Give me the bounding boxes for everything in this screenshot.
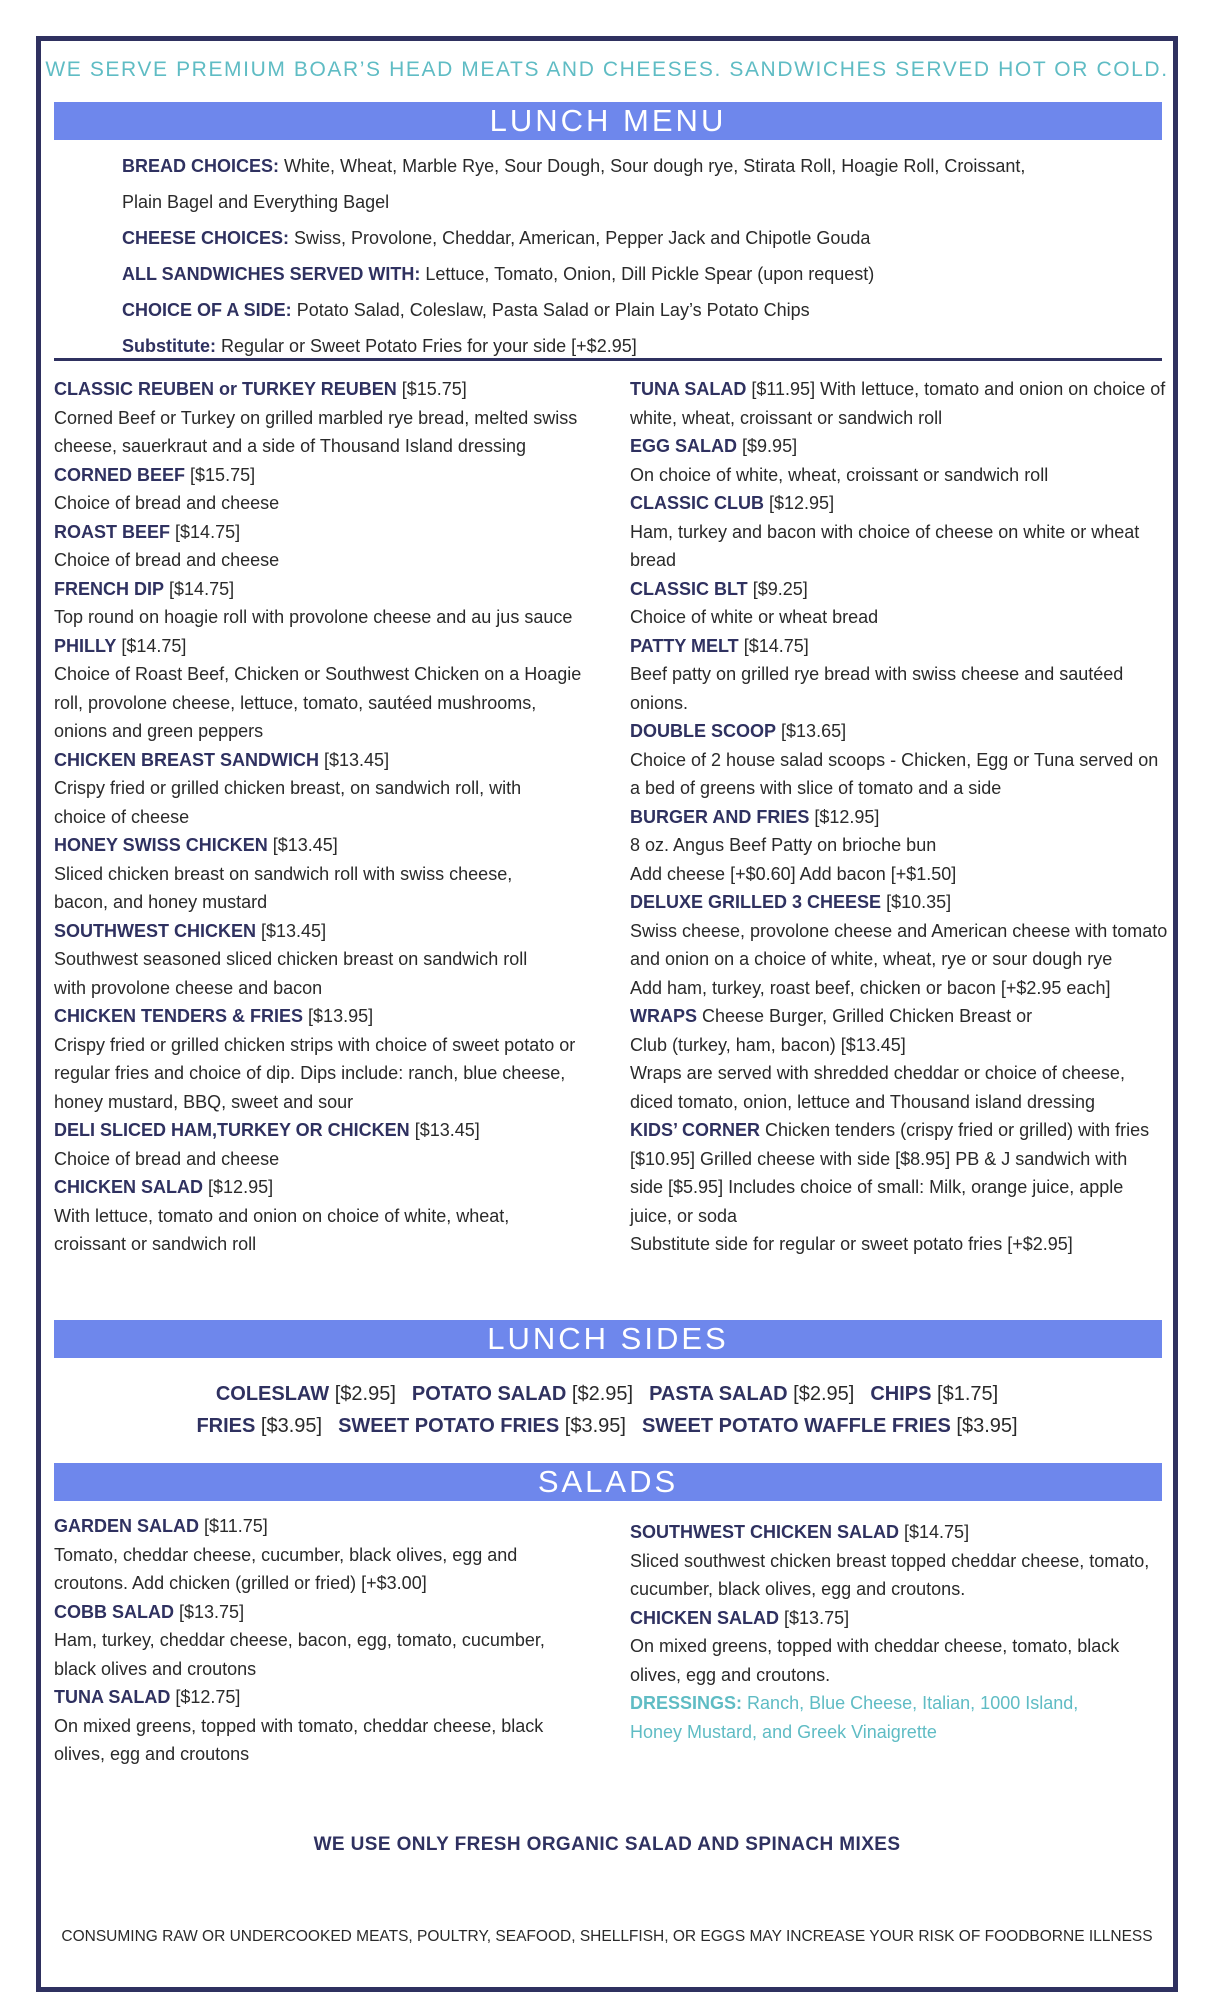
menu-item-description: On mixed greens, topped with tomato, cheddar cheese, black (54, 1715, 544, 1736)
dressings-label: DRESSINGS: (630, 1693, 743, 1713)
lunch-sides-banner: LUNCH SIDES (54, 1320, 1162, 1358)
menu-item-description: croutons. Add chicken (grilled or fried) [+$3.00] (54, 1573, 427, 1593)
menu-item-price: [$14.75] (743, 635, 809, 656)
menu-item-description: olives, egg and croutons (54, 1744, 250, 1764)
side-item-price: [$3.95] (956, 1415, 1018, 1437)
tagline: WE SERVE PREMIUM BOAR’S HEAD MEATS AND CHEESES. SANDWICHES SERVED HOT OR COLD. (45, 58, 1169, 81)
menu-item-description: regular fries and choice of dip. Dips include: ranch, blue cheese, (54, 1063, 566, 1083)
sides-row-1 (0, 1378, 1214, 1410)
menu-item-price: [$9.25] (752, 578, 808, 599)
menu-item-price: Cheese Burger, Grilled Chicken Breast or (702, 1006, 1033, 1026)
menu-item-name: CHICKEN BREAST SANDWICH (54, 749, 319, 770)
menu-item-name: COBB SALAD (54, 1601, 174, 1622)
menu-item-description: Southwest seasoned sliced chicken breast on sandwich roll (54, 949, 528, 969)
menu-item-name: PHILLY (54, 635, 117, 656)
salads-column-left (54, 1512, 614, 1769)
info-key: ALL SANDWICHES SERVED WITH: (122, 264, 421, 284)
menu-item-description: Corned Beef or Turkey on grilled marbled rye bread, melted swiss (54, 407, 578, 428)
side-item-price: [$3.95] (564, 1415, 626, 1437)
menu-item-heading (54, 746, 614, 775)
menu-item-description: Choice of bread and cheese (54, 1148, 280, 1169)
menu-item-price: [$11.75] (204, 1516, 268, 1536)
menu-item-name: SOUTHWEST CHICKEN SALAD (630, 1522, 899, 1542)
info-text: White, Wheat, Marble Rye, Sour Dough, Sour dough rye, Stirata Roll, Hoagie Roll, Croissant, (284, 156, 1026, 176)
menu-item-price: [$11.95] With lettuce, tomato and onion on choice of (751, 379, 1166, 399)
menu-item-heading (54, 1683, 614, 1712)
menu-item-description: Sliced chicken breast on sandwich roll with swiss cheese, (54, 863, 513, 884)
sandwich-column-right (630, 375, 1178, 1259)
menu-item-description: onions. (630, 692, 689, 713)
menu-item-description: Top round on hoagie roll with provolone cheese and au jus sauce (54, 607, 573, 627)
menu-item-price: [$12.75] (175, 1687, 241, 1707)
side-item-name: PASTA SALAD (649, 1383, 788, 1405)
menu-item-description: and onion on a choice of white, wheat, rye or sour dough rye (630, 949, 1113, 969)
menu-item-name: TUNA SALAD (54, 1687, 171, 1707)
info-text: Potato Salad, Coleslaw, Pasta Salad or Plain Lay’s Potato Chips (296, 300, 810, 320)
menu-item-heading (54, 1173, 614, 1202)
menu-item-price: [$14.75] (169, 578, 235, 599)
menu-item-description: onions and green peppers (54, 721, 264, 741)
foodborne-warning: CONSUMING RAW OR UNDERCOOKED MEATS, POULTRY, SEAFOOD, SHELLFISH, OR EGGS MAY INCREASE YOUR RISK OF FOODBORNE ILLNESS (61, 1928, 1153, 1945)
menu-item-description: choice of cheese (54, 806, 190, 827)
info-text: Plain Bagel and Everything Bagel (122, 192, 390, 212)
side-item (196, 1410, 322, 1442)
menu-item-price: [$13.45] (261, 920, 327, 941)
menu-item-heading (630, 632, 1178, 661)
menu-item-description: black olives and croutons (54, 1658, 257, 1679)
menu-item-heading (54, 1512, 614, 1541)
organic-note: WE USE ONLY FRESH ORGANIC SALAD AND SPINACH MIXES (313, 1834, 901, 1855)
side-item-name: CHIPS (870, 1383, 932, 1405)
sandwich-column-left (54, 375, 614, 1259)
menu-item-price: [$13.75] (784, 1607, 850, 1628)
menu-item-name: DOUBLE SCOOP (630, 721, 777, 741)
menu-item-price: [$13.45] (272, 835, 338, 855)
menu-item-heading (54, 575, 614, 604)
menu-item-description: bacon, and honey mustard (54, 892, 268, 912)
menu-item-description: juice, or soda (630, 1205, 738, 1226)
salads-column-right (630, 1518, 1178, 1746)
dressings-text: Honey Mustard, and Greek Vinaigrette (630, 1721, 937, 1742)
side-item (338, 1410, 626, 1442)
menu-item-heading (630, 1604, 1178, 1633)
menu-item-description: white, wheat, croissant or sandwich roll (630, 407, 943, 428)
info-served-with-row (122, 256, 1122, 292)
menu-item-description: Crispy fried or grilled chicken strips with choice of sweet potato or (54, 1034, 576, 1055)
menu-item-description: On mixed greens, topped with cheddar cheese, tomato, black (630, 1636, 1120, 1656)
dressings-line (630, 1718, 1178, 1747)
menu-item-description: On choice of white, wheat, croissant or sandwich roll (630, 464, 1049, 485)
dressings-line (630, 1689, 1178, 1718)
menu-item-heading (630, 432, 1178, 461)
info-key: CHOICE OF A SIDE: (122, 300, 292, 320)
menu-item-heading (630, 489, 1178, 518)
side-item-name: FRIES (196, 1415, 256, 1437)
menu-item-name: FRENCH DIP (54, 578, 165, 599)
menu-item-description: Wraps are served with shredded cheddar or choice of cheese, (630, 1063, 1125, 1083)
menu-item-description: side [$5.95] Includes choice of small: Milk, orange juice, apple (630, 1177, 1124, 1197)
side-item-name: POTATO SALAD (411, 1383, 567, 1405)
menu-item-description: Ham, turkey and bacon with choice of cheese on white or wheat (630, 521, 1140, 542)
menu-item-heading (630, 803, 1178, 832)
menu-item-description: cucumber, black olives, egg and croutons. (630, 1579, 966, 1599)
menu-item-heading (54, 518, 614, 547)
menu-item-description: a bed of greens with slice of tomato and a side (630, 778, 1002, 798)
info-text: Swiss, Provolone, Cheddar, American, Pepper Jack and Chipotle Gouda (294, 228, 871, 248)
menu-item-description: With lettuce, tomato and onion on choice of white, wheat, (54, 1205, 510, 1226)
menu-item-price: [$10.35] (886, 892, 952, 912)
menu-item-description: Club (turkey, ham, bacon) [$13.45] (630, 1034, 906, 1055)
menu-item-name: EGG SALAD (630, 436, 738, 456)
menu-item-heading (54, 461, 614, 490)
side-item (216, 1378, 396, 1410)
menu-item-description: Choice of Roast Beef, Chicken or Southwest Chicken on a Hoagie (54, 664, 582, 684)
menu-item-heading (54, 1598, 614, 1627)
side-item-price: [$2.95] (334, 1383, 396, 1405)
menu-item-description: Sliced southwest chicken breast topped cheddar cheese, tomato, (630, 1550, 1150, 1571)
menu-item-name: HONEY SWISS CHICKEN (54, 835, 268, 855)
menu-item-heading (630, 888, 1178, 917)
menu-item-heading (54, 831, 614, 860)
menu-item-description: diced tomato, onion, lettuce and Thousand island dressing (630, 1091, 1095, 1112)
menu-item-price: [$13.65] (781, 721, 847, 741)
menu-item-name: WRAPS (630, 1006, 697, 1026)
menu-item-name: CLASSIC REUBEN or TURKEY REUBEN (54, 379, 397, 399)
menu-item-heading (54, 375, 614, 404)
menu-item-heading (630, 375, 1178, 404)
menu-item-description: Choice of bread and cheese (54, 493, 280, 513)
info-block (122, 148, 1122, 364)
info-key: CHEESE CHOICES: (122, 228, 290, 248)
info-key: Substitute: (122, 336, 216, 356)
menu-item-heading (630, 575, 1178, 604)
menu-item-price: [$14.75] (904, 1522, 970, 1542)
side-item-price: [$2.95] (571, 1383, 634, 1405)
menu-item-description: Beef patty on grilled rye bread with swiss cheese and sautéed (630, 664, 1124, 684)
menu-item-description: Add ham, turkey, roast beef, chicken or bacon [+$2.95 each] (630, 977, 1111, 998)
menu-item-name: GARDEN SALAD (54, 1516, 200, 1536)
menu-item-name: SOUTHWEST CHICKEN (54, 920, 256, 941)
menu-item-price: [$12.95] (208, 1177, 274, 1197)
lunch-menu-banner: LUNCH MENU (54, 102, 1162, 140)
menu-item-description: Choice of white or wheat bread (630, 607, 879, 627)
menu-item-description: Choice of bread and cheese (54, 550, 280, 570)
menu-item-name: CLASSIC CLUB (630, 493, 764, 513)
menu-item-price: [$12.95] (814, 806, 880, 827)
menu-item-name: CHICKEN TENDERS & FRIES (54, 1006, 304, 1026)
menu-item-description: Tomato, cheddar cheese, cucumber, black olives, egg and (54, 1544, 518, 1565)
side-item (642, 1410, 1018, 1442)
info-cheese-row (122, 220, 1122, 256)
menu-item-heading (630, 1518, 1178, 1547)
menu-item-heading (54, 1116, 614, 1145)
info-text: Regular or Sweet Potato Fries for your side [+$2.95] (221, 336, 637, 356)
menu-item-description: olives, egg and croutons. (630, 1664, 831, 1685)
menu-item-description: croissant or sandwich roll (54, 1234, 257, 1254)
menu-item-description: Substitute side for regular or sweet potato fries [+$2.95] (630, 1234, 1073, 1254)
info-key: BREAD CHOICES: (122, 156, 280, 176)
menu-item-name: BURGER AND FRIES (630, 806, 810, 827)
info-text: Lettuce, Tomato, Onion, Dill Pickle Spear (upon request) (425, 264, 875, 284)
menu-item-heading (54, 917, 614, 946)
menu-item-description: cheese, sauerkraut and a side of Thousand Island dressing (54, 436, 526, 456)
dressings-text: Ranch, Blue Cheese, Italian, 1000 Island, (747, 1693, 1079, 1713)
menu-item-name: PATTY MELT (630, 635, 739, 656)
menu-item-price: [$15.75] (190, 464, 256, 485)
side-item-name: COLESLAW (215, 1383, 330, 1405)
info-bread-row-cont (122, 184, 1122, 220)
side-item (412, 1378, 633, 1410)
menu-item-price: [$13.75] (179, 1601, 245, 1622)
menu-item-price: [$12.95] (769, 493, 835, 513)
menu-item-name: CORNED BEEF (54, 464, 186, 485)
menu-item-name: CHICKEN SALAD (630, 1607, 780, 1628)
menu-item-description: honey mustard, BBQ, sweet and sour (54, 1091, 354, 1112)
menu-item-heading (630, 1002, 1178, 1031)
info-bread-row (122, 148, 1122, 184)
menu-item-price: Chicken tenders (crispy fried or grilled) with fries (765, 1120, 1150, 1140)
menu-item-description: Swiss cheese, provolone cheese and American cheese with tomato (630, 920, 1168, 941)
menu-item-price: [$14.75] (175, 521, 241, 542)
side-item-name: SWEET POTATO WAFFLE FRIES (641, 1415, 951, 1437)
menu-item-description: Choice of 2 house salad scoops - Chicken, Egg or Tuna served on (630, 749, 1159, 770)
side-item-name: SWEET POTATO FRIES (338, 1415, 560, 1437)
menu-item-description: [$10.95] Grilled cheese with side [$8.95] PB & J sandwich with (630, 1148, 1128, 1169)
sides-row-2 (0, 1410, 1214, 1442)
menu-item-name: ROAST BEEF (54, 521, 171, 542)
menu-item-name: KIDS’ CORNER (630, 1120, 761, 1140)
menu-item-name: TUNA SALAD (630, 379, 747, 399)
side-item (870, 1378, 998, 1410)
menu-item-name: DELI SLICED HAM,TURKEY OR CHICKEN (54, 1120, 410, 1140)
menu-item-name: DELUXE GRILLED 3 CHEESE (630, 892, 882, 912)
menu-item-heading (54, 1002, 614, 1031)
menu-item-description: Ham, turkey, cheddar cheese, bacon, egg, tomato, cucumber, (54, 1630, 545, 1650)
side-item (649, 1378, 854, 1410)
menu-item-description: Crispy fried or grilled chicken breast, on sandwich roll, with (54, 778, 522, 798)
menu-item-name: CLASSIC BLT (630, 578, 748, 599)
menu-item-price: [$13.45] (324, 749, 390, 770)
menu-item-heading (630, 717, 1178, 746)
side-item-price: [$2.95] (793, 1383, 855, 1405)
menu-item-price: [$13.45] (414, 1120, 480, 1140)
menu-item-description: roll, provolone cheese, lettuce, tomato, sautéed mushrooms, (54, 692, 537, 713)
menu-item-price: [$13.95] (308, 1006, 374, 1026)
menu-item-heading (630, 1116, 1178, 1145)
side-item-price: [$1.75] (937, 1383, 999, 1405)
info-side-row (122, 292, 1122, 328)
menu-item-description: bread (630, 550, 677, 570)
section-divider (54, 358, 1162, 361)
menu-item-description: with provolone cheese and bacon (54, 977, 323, 998)
menu-item-price: [$9.95] (742, 436, 798, 456)
side-item-price: [$3.95] (260, 1415, 323, 1437)
salads-banner: SALADS (54, 1463, 1162, 1501)
menu-item-name: CHICKEN SALAD (54, 1177, 204, 1197)
menu-item-description: 8 oz. Angus Beef Patty on brioche bun (630, 835, 937, 855)
menu-item-heading (54, 632, 614, 661)
menu-item-price: [$15.75] (401, 379, 467, 399)
menu-item-description: Add cheese [+$0.60] Add bacon [+$1.50] (630, 863, 957, 884)
menu-item-price: [$14.75] (121, 635, 187, 656)
